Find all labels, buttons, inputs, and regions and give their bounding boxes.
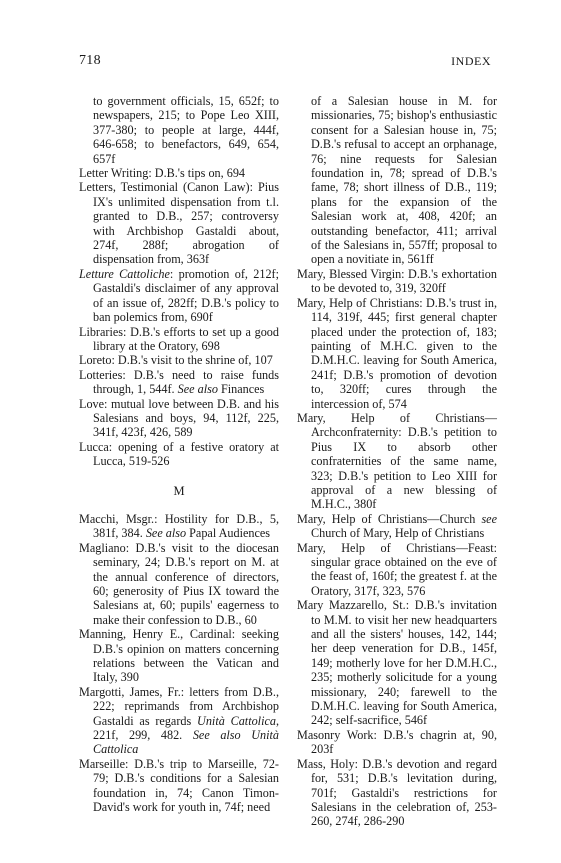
index-entry: Manning, Henry E., Cardinal: seeking D.B.'s opinion on matters concerning relations between the Vatican and Italy, 390 xyxy=(79,627,279,685)
index-column-left xyxy=(79,94,279,815)
index-entry: Mary, Blessed Virgin: D.B.'s exhortation to be devoted to, 319, 320ff xyxy=(297,266,497,296)
index-entry: Libraries: D.B.'s efforts to set up a good library at the Oratory, 698 xyxy=(79,324,279,353)
index-entry: Mary, Help of Christians—Church see Church of Mary, Help of Christians xyxy=(297,511,497,541)
index-entry: to government officials, 15, 652f; to newspapers, 215; to Pope Leo XIII, 377-380; to people at large, 444f, 646-658; to benefactors, 649, 654, 657f xyxy=(93,94,279,166)
page-number: 718 xyxy=(79,53,101,68)
index-entry: Mary Mazzarello, St.: D.B.'s invitation to M.M. to visit her new headquarters and all the sisters' houses, 142, 144; her deep veneration for D.B., 145f, 149; motherly love for her D.M.H.C., 235; motherly solicitude for a young missionary, 240; farewell to the D.M.H.C. leaving for South America, 242; self-sacrifice, 546f xyxy=(297,598,497,728)
index-entry: Mary, Help of Christians: D.B.'s trust in, 114, 319f, 445; first general chapter placed under the protection of, 183; painting of M.H.C. given to the D.M.H.C. leaving for South America, 241f; D.B.'s promotion of devotion to, 320ff; cures through the intercession of, 574 xyxy=(297,295,497,411)
index-entry: Margotti, James, Fr.: letters from D.B., 222; reprimands from Archbishop Gastaldi as regards Unità Cattolica, 221f, 299, 482. See also Unità Cattolica xyxy=(79,684,280,757)
index-entry: Mass, Holy: D.B.'s devotion and regard for, 531; D.B.'s levitation during, 701f; Gastaldi's restrictions for Salesians in the celebration of, 253-260, 274f, 286-290 xyxy=(297,756,497,829)
index-entry: Masonry Work: D.B.'s chagrin at, 90, 203f xyxy=(297,727,497,757)
running-title: INDEX xyxy=(451,54,491,68)
index-entry: of a Salesian house in M. for missionaries, 75; bishop's enthusiastic consent for a Salesian house in, 75; D.B.'s refusal to accept an orphanage, 76; nine requests for Salesian foundation in, 78; spread of D.B.'s fame, 78; short illness of D.B., 119; plans for the expansion of the Salesian work at, 408, 420f; an outstanding benefactor, 411; arrival of the Salesians in, 557ff; proposal to open a novitiate in, 561ff xyxy=(311,94,497,267)
index-entry: Macchi, Msgr.: Hostility for D.B., 5, 381f, 384. See also Papal Audiences xyxy=(79,511,279,541)
index-entry: Love: mutual love between D.B. and his Salesians and boys, 94, 112f, 225, 341f, 423f, 426, 589 xyxy=(79,396,279,440)
index-entry: Lotteries: D.B.'s need to raise funds through, 1, 544f. See also Finances xyxy=(79,367,279,397)
index-entry: Letture Cattoliche: promotion of, 212f; Gastaldi's disclaimer of any approval of an issue of, 282ff; D.B.'s policy to ban polemics from, 690f xyxy=(79,266,279,325)
page-header xyxy=(79,52,491,70)
index-entry: Magliano: D.B.'s visit to the diocesan seminary, 24; D.B.'s report on M. at the annual conference of directors, 60; generosity of Pius IX toward the Salesians at, 60; pupils' eagerness to make their confession to D.B., 60 xyxy=(79,540,279,627)
index-column-right xyxy=(297,94,497,829)
index-entry: Loreto: D.B.'s visit to the shrine of, 107 xyxy=(79,353,273,368)
index-entry: Letter Writing: D.B.'s tips on, 694 xyxy=(79,166,246,181)
index-entry: Mary, Help of Christians—Feast: singular grace obtained on the eve of the feast of, 160f; the greatest f. at the Oratory, 317f, 323, 576 xyxy=(297,540,497,598)
index-entry: Mary, Help of Christians—Archconfraternity: D.B.'s petition to Pius IX to absorb other confraternities of the same name, 323; D.B.'s petition to Leo XIII for approval of a new blessing of M.H.C., 380f xyxy=(297,410,497,512)
index-entry: Letters, Testimonial (Canon Law): Pius IX's unlimited dispensation from t.l. granted to D.B., 257; controversy with Archbishop Gastaldi about, 274f, 288f; abrogation of dispensation from, 363f xyxy=(79,180,279,267)
index-entry: Lucca: opening of a festive oratory at Lucca, 519-526 xyxy=(79,439,279,469)
section-letter: M xyxy=(173,483,185,498)
index-entry: Marseille: D.B.'s trip to Marseille, 72-79; D.B.'s conditions for a Salesian foundation in, 74; Canon Timon-David's work for youth in, 74f; need xyxy=(79,756,279,815)
